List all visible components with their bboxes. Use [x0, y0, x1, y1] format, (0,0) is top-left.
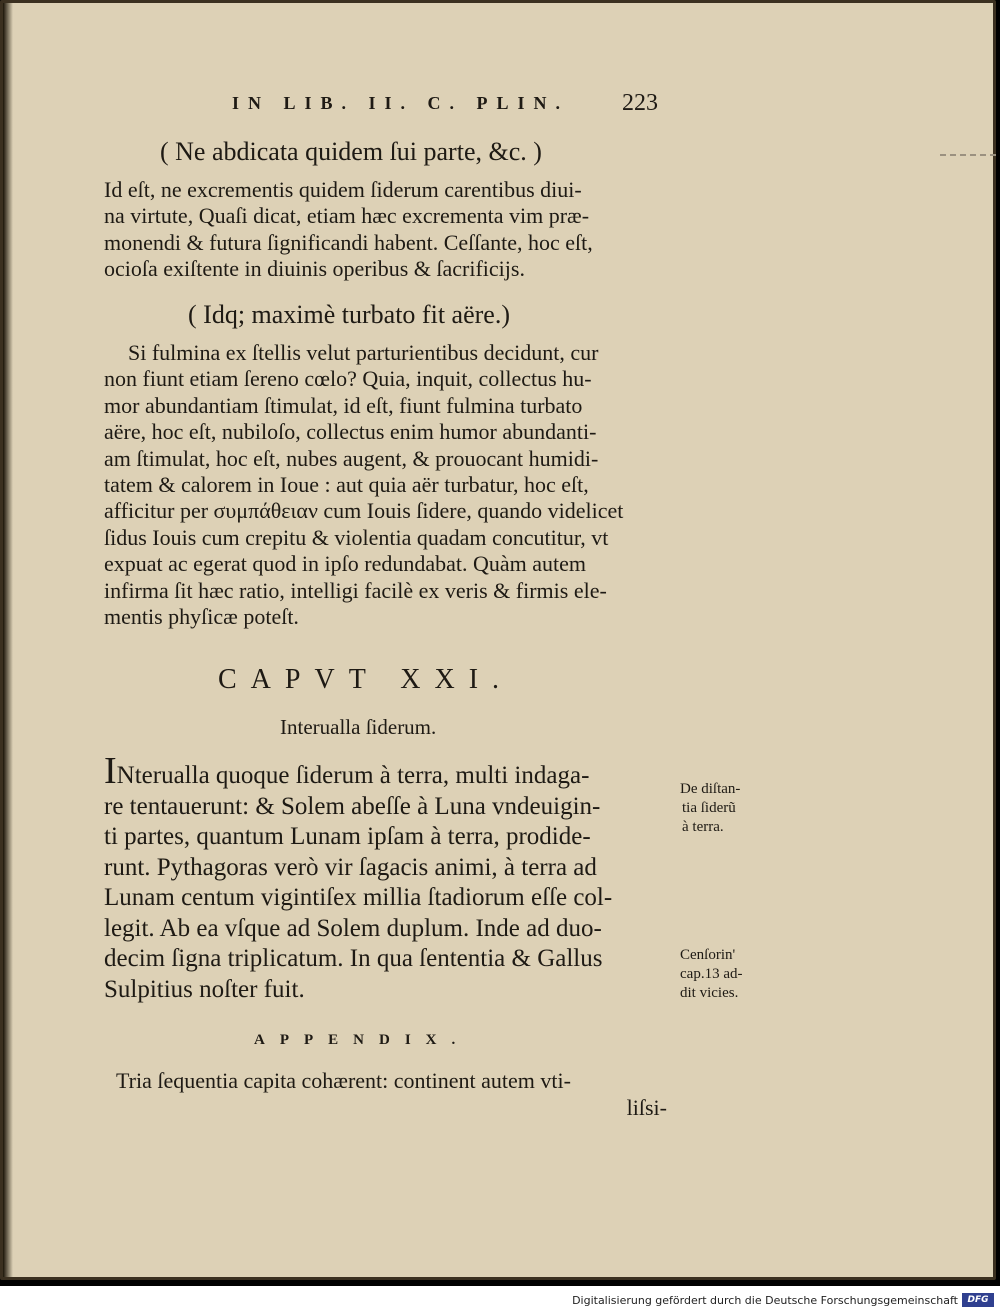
- chapter-paragraph: [104, 750, 679, 1005]
- text-line: runt. Pythagoras verò vir ſagacis animi, à terra ad: [104, 853, 597, 881]
- lemma-heading-1: ( Ne abdicata quidem ſui parte, &c. ): [160, 137, 542, 166]
- text-line: tatem & calorem in Ioue : aut quia aër turbatur, hoc eſt,: [104, 472, 589, 498]
- catchword: liſsi-: [626, 1095, 667, 1120]
- margin-note-line: tia ſiderũ: [682, 800, 736, 816]
- text-line: aëre, hoc eſt, nubiloſo, collectus enim humor abundanti-: [104, 419, 597, 445]
- text-line: na virtute, Quaſi dicat, etiam hæc excrementa vim præ-: [104, 203, 590, 229]
- scan-mark: [940, 154, 996, 156]
- text-line: monendi & futura ſignificandi habent. Ceſſante, hoc eſt,: [104, 229, 593, 255]
- text-line: [104, 750, 679, 792]
- text-line: legit. Ab ea vſque ad Solem duplum. Inde ad duo-: [104, 914, 602, 942]
- text-line: expuat ac egerat quod in ipſo redundabat. Quàm autem: [104, 551, 586, 577]
- page-shadow-edge: [3, 3, 13, 1277]
- text-line: ſidus Iouis cum crepitu & violentia quadam concutitur, vt: [104, 524, 609, 550]
- text-line: ocioſa exiſtente in diuinis operibus & ſacrificijs.: [104, 256, 525, 282]
- chapter-title: CAPVT XXI.: [218, 664, 514, 695]
- text-line: non fiunt etiam ſereno cœlo? Quia, inquit, collectus hu-: [104, 366, 592, 392]
- text-line: Sulpitius noſter fuit.: [104, 975, 305, 1003]
- margin-note-line: De diſtan-: [680, 781, 741, 797]
- text-line: Si fulmina ex ſtellis velut parturientibus decidunt, cur: [128, 340, 599, 365]
- text-line: re tentauerunt: & Solem abeſſe à Luna vndeuigin-: [104, 792, 601, 820]
- footer-credit: Digitalisierung gefördert durch die Deutsche Forschungsgemeinschaft: [572, 1294, 958, 1307]
- text-line: mor abundantiam ſtimulat, id eſt, fiunt fulmina turbato: [104, 392, 583, 418]
- text-line: ti partes, quantum Lunam ipſam à terra, prodide-: [104, 823, 591, 850]
- margin-note-line: Cenſorin': [680, 947, 736, 963]
- text-line: afficitur per συμπάθειαν cum Iouis ſidere, quando videlicet: [104, 498, 624, 524]
- margin-note-2: [680, 946, 742, 1003]
- appendix-paragraph: [116, 1067, 681, 1121]
- text-line: infirma ſit hæc ratio, intelligi facilè ex veris & firmis ele-: [104, 577, 607, 603]
- text-line: decim ſigna triplicatum. In qua ſententia & Gallus: [104, 945, 603, 972]
- margin-note-line: à terra.: [682, 819, 724, 835]
- lemma-heading-2: ( Idq; maximè turbato fit aëre.): [188, 300, 510, 329]
- appendix-heading: APPENDIX.: [254, 1032, 471, 1048]
- first-line-text: Nterualla quoque ſiderum à terra, multi indaga-: [116, 762, 590, 789]
- page-number: 223: [622, 90, 658, 116]
- running-head: IN LIB. II. C. PLIN.: [232, 93, 570, 113]
- paragraph-2: [104, 340, 682, 630]
- paragraph-1: [104, 177, 682, 283]
- text-line: Tria ſequentia capita cohærent: continent autem vti-: [116, 1068, 571, 1093]
- dfg-logo-icon: DFG: [962, 1293, 994, 1307]
- text-line: Lunam centum vigintiſex millia ſtadiorum eſſe col-: [104, 884, 613, 911]
- text-line: am ſtimulat, hoc eſt, nubes augent, & prouocant humidi-: [104, 445, 599, 471]
- text-line: Id eſt, ne excrementis quidem ſiderum carentibus diui-: [104, 177, 582, 202]
- margin-note-line: dit vicies.: [680, 985, 739, 1001]
- margin-note-line: cap.13 ad-: [680, 966, 743, 982]
- text-line: mentis phyſicæ poteſt.: [104, 604, 299, 630]
- margin-note-1: [680, 780, 740, 837]
- chapter-subtitle: Interualla ſiderum.: [280, 715, 437, 739]
- drop-initial: I: [104, 750, 117, 792]
